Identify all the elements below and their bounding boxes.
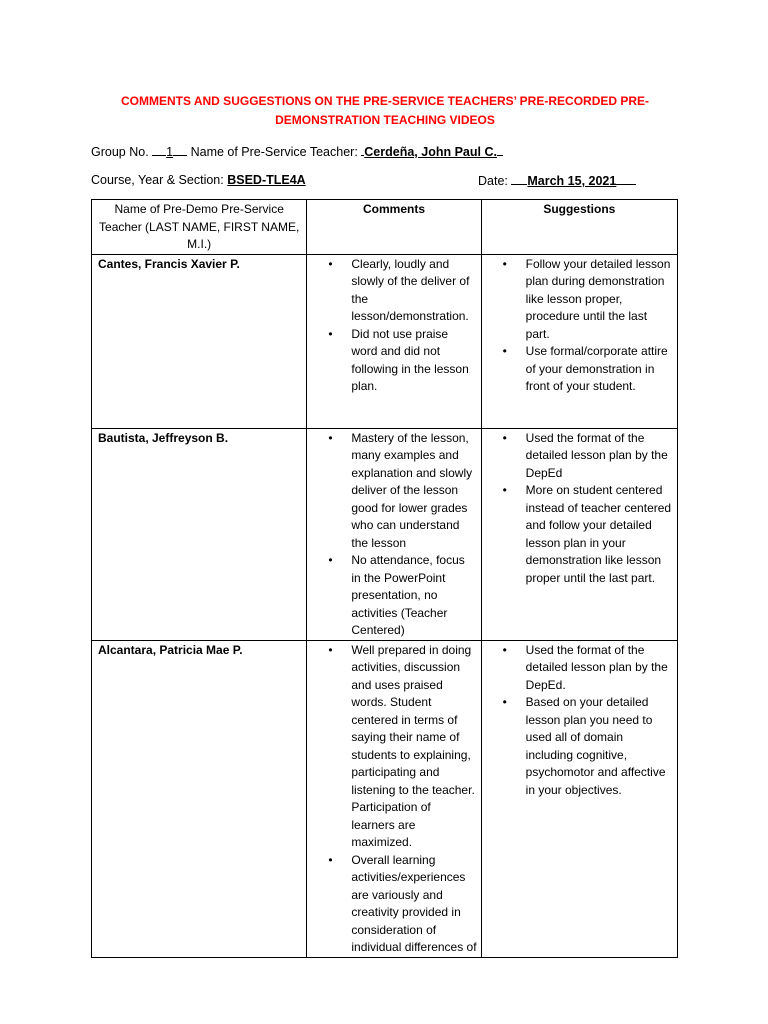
group-label: Group No. [91,145,149,159]
date-value: March 15, 2021 [527,174,617,188]
table-row [92,640,678,957]
course-value: BSED-TLE4A [227,173,306,187]
list-item: • Based on your detailed lesson plan you need to used all of domain including cognitive, psychomotor and affective in your objectives. [526,694,673,799]
list-item: • Used the format of the detailed lesson plan by the DepEd [526,430,673,483]
suggestions-cell [481,640,677,957]
pst-label: Name of Pre-Service Teacher: [190,145,358,159]
date-label: Date: [478,174,508,188]
group-line [91,142,503,161]
list-item: • Use formal/corporate attire of your demonstration in front of your student. [526,343,673,396]
table-row [92,428,678,640]
list-item: • Overall learning activities/experiences are variously and creativity provided in consideration of individual differences of [351,852,476,957]
document-title: COMMENTS AND SUGGESTIONS ON THE PRE-SERVICE TEACHERS’ PRE-RECORDED PRE-DEMONSTRATION TEACHING VIDEOS [120,94,650,127]
group-value: 1 [166,145,174,159]
list-item: • Follow your detailed lesson plan during demonstration like lesson proper, procedure until the last part. [526,256,673,344]
header-name: Name of Pre-Demo Pre-Service Teacher (LAST NAME, FIRST NAME, M.I.) [92,200,307,255]
list-item: • Used the format of the detailed lesson plan by the DepEd. [526,642,673,695]
comments-cell [307,640,481,957]
teacher-name-cell: Cantes, Francis Xavier P. [92,254,307,428]
header-suggestions: Suggestions [481,200,677,255]
comments-table [91,199,678,958]
course-label: Course, Year & Section: [91,173,224,187]
comments-cell [307,428,481,640]
list-item: • Well prepared in doing activities, discussion and uses praised words. Student centered in terms of saying their name of students to explaining, participating and listening to the teacher. Participation of learners are maximized. [351,642,476,852]
list-item: • Clearly, loudly and slowly of the deliver of the lesson/demonstration. [351,256,476,326]
comments-cell [307,254,481,428]
pst-value: Cerdeña, John Paul C. [364,145,497,159]
list-item: • No attendance, focus in the PowerPoint presentation, no activities (Teacher Centered) [351,552,476,640]
list-item: • Mastery of the lesson, many examples and explanation and slowly deliver of the lesson good for lower grades who can understand the lesson [351,430,476,553]
table-header-row [92,200,678,255]
course-line [91,171,617,189]
date-field [478,171,636,190]
teacher-name-cell: Bautista, Jeffreyson B. [92,428,307,640]
teacher-name-cell: Alcantara, Patricia Mae P. [92,640,307,957]
table-row [92,254,678,428]
suggestions-cell [481,428,677,640]
header-comments: Comments [307,200,481,255]
suggestions-cell [481,254,677,428]
list-item: • Did not use praise word and did not following in the lesson plan. [351,326,476,396]
list-item: • More on student centered instead of teacher centered and follow your detailed lesson plan in your demonstration like lesson proper until the last part. [526,482,673,587]
